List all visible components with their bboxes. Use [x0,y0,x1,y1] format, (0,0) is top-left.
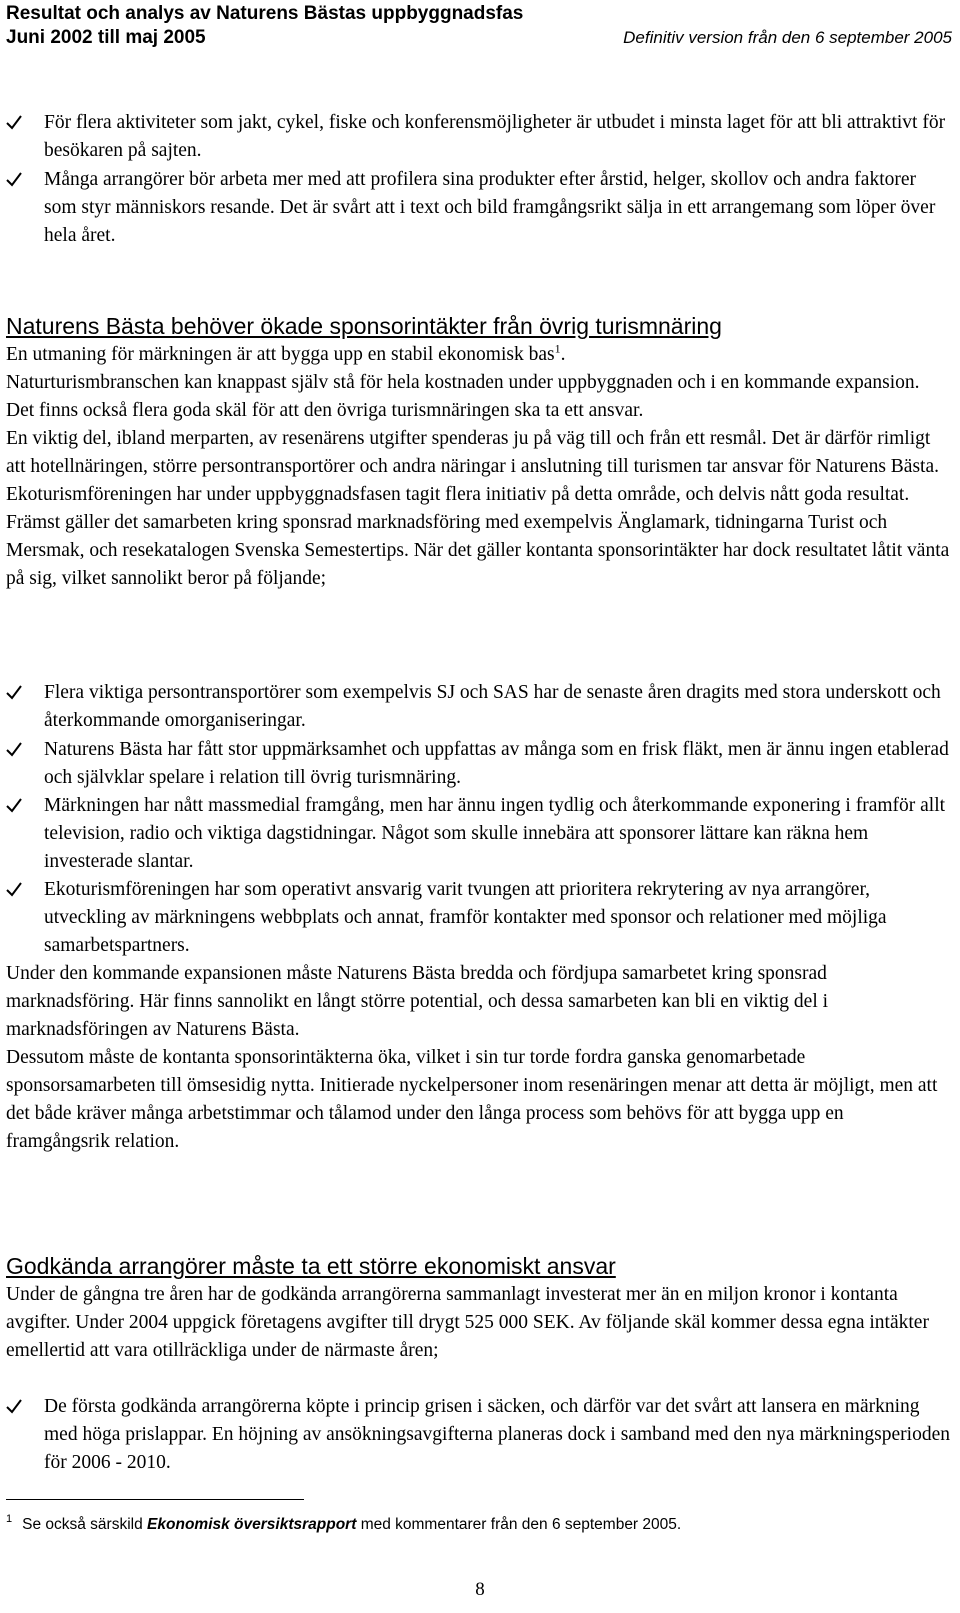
header-title: Resultat och analys av Naturens Bästas uppbyggnadsfas [6,3,524,24]
paragraph: Under den kommande expansionen måste Naturens Bästa bredda och fördjupa samarbetet kring sponsrad marknadsföring. Här finns sannolikt en långt större potential, och dessa samarbeten kan bli en viktig del i marknadsföringen av Naturens Bästa. [6,963,829,1040]
paragraph: Dessutom måste de kontanta sponsorintäkterna öka, vilket i sin tur torde fordra ganska genomarbetade sponsorsamarbeten till ömsesidig nytta. Initierade nyckelpersoner inom resenäringen menar att detta är möjligt, men att det både kräver många arbetstimmar och tålamod under den långa process som behövs för att bygga upp en framgångsrik relation. [6,1047,938,1152]
list-item [6,736,950,792]
footnote-text: Se också särskild [22,1516,143,1533]
bullet-text: Ekoturismföreningen har som operativt ansvarig varit tvungen att prioritera rekrytering av nya arrangörer, utveckling av märkningens webbplats och annat, framför kontakter med sponsor och relationer med möjliga samarbetspartners. [44,879,887,956]
paragraph: Ekoturismföreningen har under uppbyggnadsfasen tagit flera initiativ på detta område, och delvis nått goda resultat. Främst gäller det samarbeten kring sponsrad marknadsföring med exempelvis Änglamark, tidningarna Turist och Mersmak, och resekatalogen Svenska Semestertips. När det gäller kontanta sponsorintäkter har dock resultatet låtit vänta på sig, vilket sannolikt beror på följande; [6,484,950,589]
list-item [6,792,950,876]
list-item [6,679,950,735]
checkmark-icon [6,1393,28,1414]
paragraph: Naturturismbranschen kan knappast själv stå för hela kostnaden under uppbyggnaden och i en kommande expansion. Det finns också flera goda skäl för att den övriga turismnäringen ska ta ett ansvar. [6,372,920,421]
footnote-divider [6,1499,304,1500]
header-period: Juni 2002 till maj 2005 [6,27,206,48]
checkmark-icon [6,166,28,187]
checkmark-icon [6,876,28,897]
header-version: Definitiv version från den 6 september 2005 [623,28,952,47]
list-item [6,1393,950,1477]
footnote-text: med kommentarer från den 6 september 2005. [360,1516,682,1533]
page-number: 8 [475,1579,485,1600]
bullet-text: Många arrangörer bör arbeta mer med att profilera sina produkter efter årstid, helger, skollov och andra faktorer som styr människors resande. Det är svårt att i text och bild framgångsrikt sälja in ett arrangemang som löper över hela året. [44,169,936,246]
checkmark-icon [6,792,28,813]
section-heading: Godkända arrangörer måste ta ett större ekonomiskt ansvar [6,1253,616,1279]
footnote-emphasis: Ekonomisk översiktsrapport [147,1516,357,1533]
bullet-text: För flera aktiviteter som jakt, cykel, fiske och konferensmöjligheter är utbudet i minsta laget för att bli attraktivt för besökaren på sajten. [44,112,946,161]
section-body-continued [6,960,950,1156]
bullet-text: Naturens Bästa har fått stor uppmärksamhet och uppfattas av många som en frisk fläkt, men är ännu ingen etablerad och självklar spelare i relation till övrig turismnäring. [44,739,949,788]
footnote-ref: 1 [554,341,561,356]
paragraph: Under de gångna tre åren har de godkända arrangörerna sammanlagt investerat mer än en miljon kronor i kontanta avgifter. Under 2004 uppgick företagens avgifter till drygt 525 000 SEK. Av följande skäl kommer dessa egna intäkter emellertid att vara otillräckliga under de närmaste åren; [6,1284,929,1361]
bullet-text: De första godkända arrangörerna köpte i princip grisen i säcken, och därför var det svårt att lansera en märkning med höga prislappar. En höjning av ansökningsavgifterna planeras dock i samband med den nya märkningsperioden för 2006 - 2010. [44,1396,950,1473]
paragraph: En utmaning för märkningen är att bygga upp en stabil ekonomisk bas$^1$. [6,341,566,365]
checkmark-icon [6,679,28,700]
section-heading: Naturens Bästa behöver ökade sponsorintäkter från övrig turismnäring [6,313,722,339]
checkmark-icon [6,736,28,757]
section-body [6,341,950,593]
list-item [6,166,950,250]
list-item [6,109,950,165]
section-body [6,1281,950,1365]
footnote [6,1514,681,1537]
checkmark-icon [6,109,28,130]
bullet-text: Märkningen har nått massmedial framgång, men har ännu ingen tydlig och återkommande exponering i framför allt television, radio och viktiga dagstidningar. Något som skulle innebära att sponsorer lättare kan räkna hem investerade slantar. [44,795,946,872]
list-item [6,876,950,960]
paragraph: En viktig del, ibland merparten, av resenärens utgifter spenderas ju på väg till och från ett resmål. Det är därför rimligt att hotellnäringen, större persontransportörer och andra näringar i anslutning till turismen tar ansvar för Naturens Bästa. [6,428,940,477]
bullet-text: Flera viktiga persontransportörer som exempelvis SJ och SAS har de senaste åren dragits med stora underskott och återkommande omorganiseringar. [44,682,941,731]
footnote-number: 1 [6,1513,13,1525]
